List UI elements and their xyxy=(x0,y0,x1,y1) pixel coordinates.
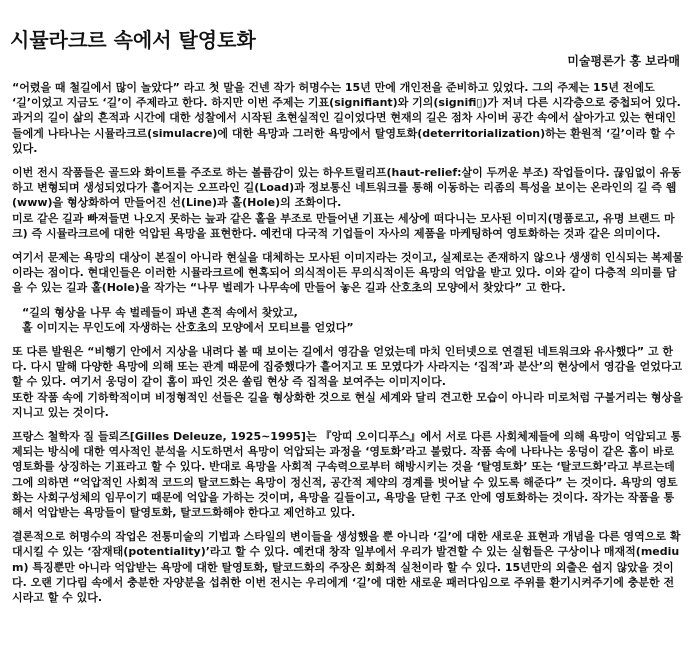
paragraph-2: 이번 전시 작품들은 골드와 화이트를 주조로 하는 볼륨감이 있는 하우트릴리프(haut-relief:살이 두꺼운 부조) 작업들이다. 끊임없이 유동하고 변형되며 생성되었다가 흩어지는 오프라인 길(Load)과 정보통신 네트워크를 통해 이동하는 리좀의 특성을 보이는 온라인의 길 즉 웹(www)을 형상화하여 만들어진 선(Line)과 홀(Hole)의 조화이다. 미로 같은 길과 빠져들면 나오지 못하는 늪과 같은 홀을 부조로 만들어낸 기표는 세상에 떠다니는 모사된 이미지(명품로고, 유명 브랜드 마크) 즉 시뮬라크르에 대한 억압된 욕망을 표현한다. 예컨대 다국적 기업들이 자사의 제품을 마케팅하여 영토화하는 것과 같은 의미이다. xyxy=(12,166,682,240)
paragraph-3: 여기서 문제는 욕망의 대상이 본질이 아니라 현실을 대체하는 모사된 이미지라는 것이고, 실제로는 존재하지 않으나 생생히 인식되는 복제물이라는 점이다. 현대인들은 이러한 시뮬라크르에 현혹되어 의식적이든 무의식적이든 욕망의 억압을 받고 있다. 이와 같이 다층적 의미를 담을 수 있는 길과 홀(Hole)을 작가는 “나무 벌레가 나무속에 만들어 놓은 길과 산호초의 모양에서 찾았다” 고 한다. xyxy=(12,251,684,295)
paragraph-1: “어렸을 때 철길에서 많이 놀았다” 라고 첫 말을 건넨 작가 허명수는 15년 만에 개인전을 준비하고 있었다. 그의 주제는 15년 전에도 ‘길’이었고 지금도 ‘길’이 주제라고 한다. 하지만 이번 주제는 기표(signifiant)와 기의(signifi▯)가 저녀 다른 시각층으로 중첩되어 있다. 과거의 길이 삶의 흔적과 시간에 대한 성찰에서 시작된 초현실적인 길이었다면 현재의 길은 점차 사이버 공간 속에서 살아가고 있는 현대인들에게 나타나는 시뮬라크르(simulacre)에 대한 욕망과 그러한 욕망에서 탈영토화(deterritorialization)하는 환원적 ‘길’이라 할 수 있다. xyxy=(12,81,681,155)
artist-quote: “길의 형상을 나무 속 벌레들이 파낸 흔적 속에서 찾았고, 홀 이미지는 무인도에 자생하는 산호초의 모양에서 모티브를 얻었다” xyxy=(22,305,354,334)
author-byline: 미술평론가 홍 보라매 xyxy=(567,54,680,68)
page-title: 시뮬라크르 속에서 탈영토화 xyxy=(10,28,256,52)
article-body xyxy=(12,80,684,614)
paragraph-4: 또 다른 발원은 “비행기 안에서 지상을 내려다 볼 때 보이는 길에서 영감을 얻었는데 마치 인터넷으로 연결된 네트워크와 유사했다” 고 한다. 다시 말해 다양한 욕망에 의해 또는 관계 때문에 집중했다가 흩어지고 또 모였다가 사라지는 ‘집적’과 분산’의 현상에서 영감을 얻었다고 할 수 있다. 여기서 웅덩이 같이 홈이 파인 것은 쏠림 현상 즉 집적을 보여주는 이미지이다. 또한 작품 속에 기하학적이며 비정형적인 선들은 길을 형상화한 것으로 현실 세계와 달리 견고한 모습이 아니라 미로처럼 구불거리는 형상을 지니고 있는 것이다. xyxy=(12,345,683,419)
paragraph-5: 프랑스 철학자 질 들뢰즈[Gilles Deleuze, 1925~1995]는 『앙띠 오이디푸스』에서 서로 다른 사회체제들에 의해 욕망이 억압되고 통제되는 방식에 대한 역사적인 분석을 시도하면서 욕망이 억압되는 과정을 ‘영토화’라고 불렀다. 작품 속에 나타나는 웅덩이 같은 홈이 바로 영토화를 상징하는 기표라고 할 수 있다. 반대로 욕망을 사회적 구속력으로부터 해방시키는 것을 ‘탈영토화’ 또는 ‘탈코드화’라고 부르는데 그에 의하면 “억압적인 사회적 코드의 탈코드화는 욕망이 정신적, 공간적 제약의 경계를 벗어날 수 있도록 해준다” 는 것이다. 욕망의 영토화는 사회구성체의 임무이기 때문에 억압을 가하는 것이며, 욕망을 길들이고, 욕망을 닫힌 구조 안에 영토화하는 것이다. 작가는 작품을 통해서 억압받는 욕망들이 탈영토화, 탈코드화해야 한다고 제언하고 있다. xyxy=(12,430,682,520)
paragraph-6: 결론적으로 허명수의 작업은 전통미술의 기법과 스타일의 변이들을 생성했을 뿐 아니라 ‘길’에 대한 새로운 표현과 개념을 다른 영역으로 확대시킬 수 있는 ‘잠재태(potentiality)’라고 할 수 있다. 예컨대 창작 일부에서 우리가 발견할 수 있는 실험들은 구상이나 매재적(medium) 특징뿐만 아니라 억압받는 욕망에 대한 탈영토화, 탈코드화의 주장은 회화적 실천이라 할 수 있다. 15년만의 외출은 쉽지 않았을 것이다. 오랜 기다림 속에서 충분한 자양분을 섭취한 이번 전시는 우리에게 ‘길’에 대한 새로운 패러다임으로 주위를 환기시켜주기에 충분한 전시라고 할 수 있다. xyxy=(12,530,681,605)
